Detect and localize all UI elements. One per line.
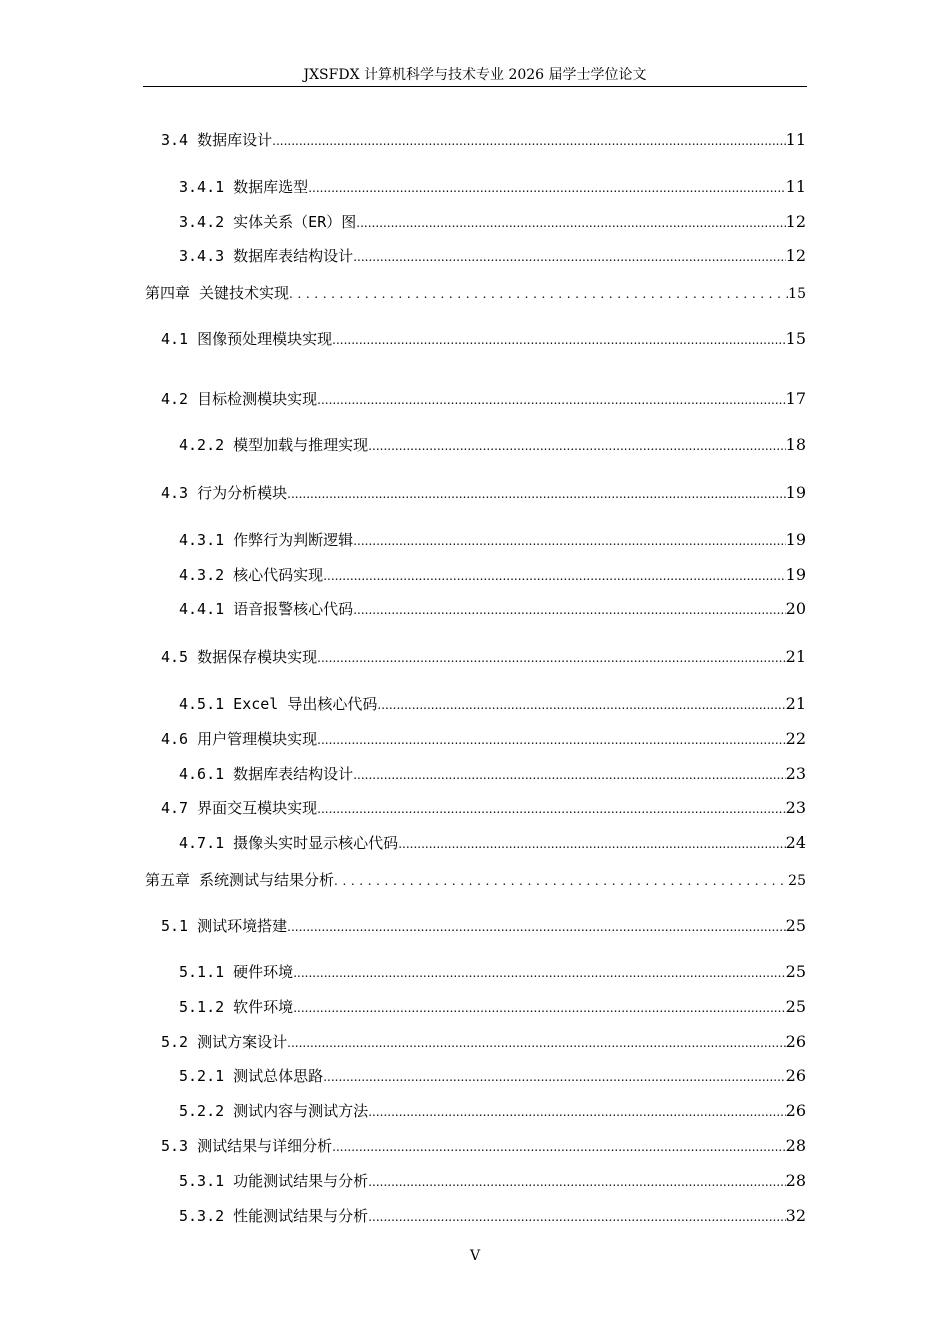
toc-entry-label: 5.1.1 硬件环境 xyxy=(179,963,294,981)
toc-entry-label: 4.1 图像预处理模块实现 xyxy=(161,330,333,348)
toc-entry-page: 23 xyxy=(785,798,806,817)
toc-entry-label: 4.2 目标检测模块实现 xyxy=(161,390,318,408)
toc-entry[interactable] xyxy=(161,796,806,820)
toc-entry-label: 第四章 关键技术实现 xyxy=(145,284,290,302)
toc-entry-page: 19 xyxy=(785,530,806,549)
toc-entry-page: 17 xyxy=(785,389,806,408)
toc-entry-page: 11 xyxy=(785,177,806,196)
toc-entry[interactable] xyxy=(179,210,806,234)
toc-entry-page: 18 xyxy=(785,435,806,454)
toc-entry-label: 5.1 测试环境搭建 xyxy=(161,917,288,935)
toc-dot-leader xyxy=(289,282,788,306)
toc-entry-label: 4.5 数据保存模块实现 xyxy=(161,648,318,666)
toc-dot-leader xyxy=(377,693,785,717)
toc-entry-label: 4.5.1 Excel 导出核心代码 xyxy=(179,695,378,713)
toc-entry-page: 26 xyxy=(785,1101,806,1120)
toc-entry-page: 21 xyxy=(785,647,806,666)
toc-dot-leader xyxy=(317,646,786,670)
toc-entry-label: 5.2 测试方案设计 xyxy=(161,1033,288,1051)
toc-dot-leader xyxy=(323,1065,785,1089)
toc-entry-label: 4.7.1 摄像头实时显示核心代码 xyxy=(179,834,399,852)
toc-entry[interactable] xyxy=(179,433,806,457)
toc-entry[interactable] xyxy=(179,244,806,268)
toc-entry-label: 4.3.2 核心代码实现 xyxy=(179,566,324,584)
toc-entry-page: 28 xyxy=(785,1171,806,1190)
toc-entry[interactable] xyxy=(161,387,806,411)
toc-entry-label: 5.3.2 性能测试结果与分析 xyxy=(179,1207,369,1225)
toc-entry-page: 12 xyxy=(785,212,806,231)
toc-dot-leader xyxy=(323,564,785,588)
toc-entry-label: 4.2.2 模型加载与推理实现 xyxy=(179,436,369,454)
toc-entry[interactable] xyxy=(179,1204,806,1228)
toc-entry-label: 5.1.2 软件环境 xyxy=(179,998,294,1016)
toc-entry-page: 25 xyxy=(785,916,806,935)
toc-dot-leader xyxy=(368,1205,785,1229)
toc-entry-label: 4.4.1 语音报警核心代码 xyxy=(179,600,354,618)
toc-dot-leader xyxy=(334,869,788,893)
toc-entry-label: 4.7 界面交互模块实现 xyxy=(161,799,318,817)
toc-entry[interactable] xyxy=(161,727,806,751)
toc-dot-leader xyxy=(287,1031,786,1055)
toc-dot-leader xyxy=(293,961,785,985)
toc-dot-leader xyxy=(293,996,785,1020)
toc-entry-page: 26 xyxy=(785,1032,806,1051)
toc-entry-page: 19 xyxy=(785,483,806,502)
toc-dot-leader xyxy=(368,434,785,458)
running-header: JXSFDX 计算机科学与技术专业 2026 届学士学位论文 xyxy=(303,67,647,83)
toc-dot-leader xyxy=(332,1135,786,1159)
toc-entry[interactable] xyxy=(179,762,806,786)
toc-entry[interactable] xyxy=(179,960,806,984)
toc-dot-leader xyxy=(356,211,785,235)
toc-entry[interactable] xyxy=(161,128,806,152)
toc-dot-leader xyxy=(317,728,786,752)
toc-entry-label: 第五章 系统测试与结果分析 xyxy=(145,871,335,889)
toc-entry[interactable] xyxy=(179,528,806,552)
toc-entry-page: 25 xyxy=(788,873,806,889)
toc-entry-label: 5.2.2 测试内容与测试方法 xyxy=(179,1102,369,1120)
toc-entry[interactable] xyxy=(179,1099,806,1123)
toc-entry[interactable] xyxy=(161,1134,806,1158)
toc-entry-page: 20 xyxy=(785,599,806,618)
toc-entry-page: 22 xyxy=(785,729,806,748)
toc-entry-label: 3.4.3 数据库表结构设计 xyxy=(179,247,354,265)
toc-entry[interactable] xyxy=(179,1064,806,1088)
toc-dot-leader xyxy=(353,598,785,622)
toc-dot-leader xyxy=(332,328,786,352)
toc-dot-leader xyxy=(317,388,786,412)
toc-entry[interactable] xyxy=(179,692,806,716)
toc-entry-page: 23 xyxy=(785,764,806,783)
toc-entry-label: 4.3 行为分析模块 xyxy=(161,484,288,502)
toc-dot-leader xyxy=(272,129,786,153)
toc-entry-page: 28 xyxy=(785,1136,806,1155)
toc-entry[interactable] xyxy=(179,831,806,855)
toc-entry-page: 26 xyxy=(785,1066,806,1085)
toc-entry-page: 25 xyxy=(785,962,806,981)
toc-entry-page: 21 xyxy=(785,694,806,713)
toc-entry[interactable] xyxy=(161,481,806,505)
toc-dot-leader xyxy=(353,529,785,553)
toc-dot-leader xyxy=(398,832,785,856)
toc-entry[interactable] xyxy=(179,1169,806,1193)
page-number: V xyxy=(469,1248,481,1264)
toc-entry[interactable] xyxy=(161,1030,806,1054)
toc-chapter-entry[interactable] xyxy=(145,868,806,892)
toc-dot-leader xyxy=(317,797,786,821)
toc-entry[interactable] xyxy=(179,563,806,587)
toc-entry-page: 15 xyxy=(788,286,806,302)
header-rule xyxy=(143,86,807,87)
toc-chapter-entry[interactable] xyxy=(145,281,806,305)
toc-dot-leader xyxy=(368,1170,785,1194)
toc-entry-page: 24 xyxy=(785,833,806,852)
toc-entry-label: 3.4 数据库设计 xyxy=(161,131,273,149)
toc-entry-page: 12 xyxy=(785,246,806,265)
toc-entry[interactable] xyxy=(179,597,806,621)
toc-entry[interactable] xyxy=(161,914,806,938)
toc-entry-label: 4.6.1 数据库表结构设计 xyxy=(179,765,354,783)
toc-entry-label: 5.3 测试结果与详细分析 xyxy=(161,1137,333,1155)
toc-dot-leader xyxy=(353,763,785,787)
toc-dot-leader xyxy=(308,176,785,200)
toc-entry-label: 5.3.1 功能测试结果与分析 xyxy=(179,1172,369,1190)
toc-entry-page: 32 xyxy=(785,1206,806,1225)
toc-entry-label: 4.6 用户管理模块实现 xyxy=(161,730,318,748)
toc-entry-page: 11 xyxy=(785,130,806,149)
toc-entry-page: 19 xyxy=(785,565,806,584)
toc-dot-leader xyxy=(368,1100,785,1124)
toc-entry-page: 25 xyxy=(785,997,806,1016)
toc-dot-leader xyxy=(287,482,786,506)
toc-entry-label: 3.4.2 实体关系（ER）图 xyxy=(179,213,357,231)
toc-entry[interactable] xyxy=(161,327,806,351)
toc-dot-leader xyxy=(287,915,786,939)
toc-dot-leader xyxy=(353,245,785,269)
toc-entry[interactable] xyxy=(179,175,806,199)
toc-entry[interactable] xyxy=(179,995,806,1019)
toc-entry[interactable] xyxy=(161,645,806,669)
toc-entry-label: 4.3.1 作弊行为判断逻辑 xyxy=(179,531,354,549)
toc-entry-label: 5.2.1 测试总体思路 xyxy=(179,1067,324,1085)
toc-entry-label: 3.4.1 数据库选型 xyxy=(179,178,309,196)
toc-entry-page: 15 xyxy=(785,329,806,348)
